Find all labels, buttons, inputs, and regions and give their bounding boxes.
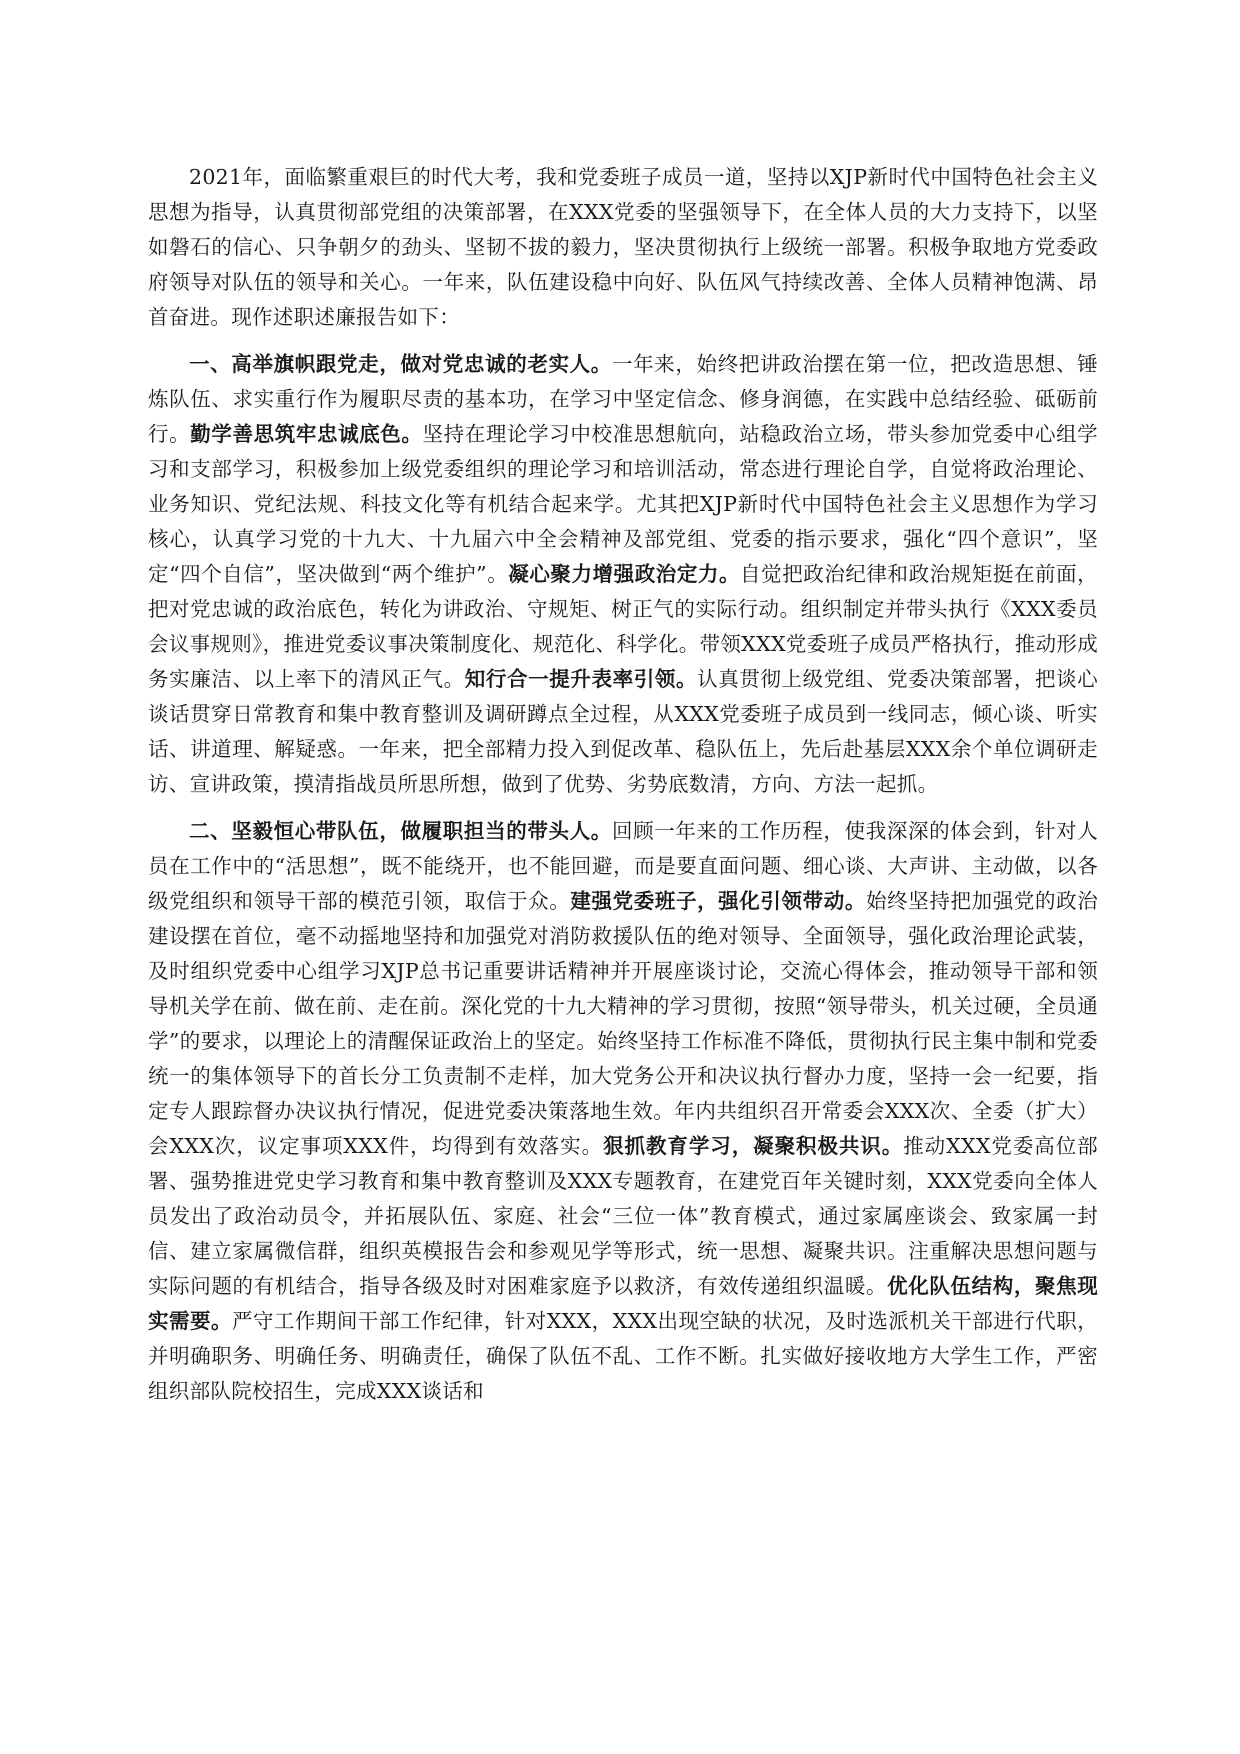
report-body [148, 160, 1098, 1421]
text-run: 推动XXX党委高位部署、强势推进党史学习教育和集中教育整训及XXX专题教育，在建党百年关键时刻，XXX党委向全体人员发出了政治动员令，并拓展队伍、家庭、社会“三位一体”教育模式，通过家属座谈会、致家属一封信、建立家属微信群，组织英模报告会和参观见学等形式，统一思想、凝聚共识。注重解决思想问题与实际问题的有机结合，指导各级及时对困难家庭予以救济，有效传递组织温暖。 [148, 1134, 1098, 1298]
subheading: 凝心聚力增强政治定力。 [508, 562, 741, 586]
section-heading: 二、坚毅恒心带队伍，做履职担当的带头人。 [189, 819, 612, 843]
text-run: 自觉把政治纪律和政治规矩挺在前面，把对党忠诚的政治底色，转化为讲政治、守规矩、树正气的实际行动。组织制定并带头执行《XXX委员会议事规则》，推进党委议事决策制度化、规范化、科学化。带领XXX党委班子成员严格执行，推动形成务实廉洁、以上率下的清风正气。 [148, 562, 1098, 691]
subheading: 知行合一提升表率引领。 [464, 667, 698, 691]
subheading: 狠抓教育学习，凝聚积极共识。 [603, 1134, 904, 1158]
text-run: 回顾一年来的工作历程，使我深深的体会到，针对人员在工作中的“活思想”，既不能绕开，也不能回避，而是要直面问题、细心谈、大声讲、主动做，以各级党组织和领导干部的模范引领，取信于众。 [148, 819, 1098, 913]
subheading: 勤学善思筑牢忠诚底色。 [190, 422, 423, 446]
text-run: 认真贯彻上级党组、党委决策部署，把谈心谈话贯穿日常教育和集中教育整训及调研蹲点全过程，从XXX党委班子成员到一线同志，倾心谈、听实话、讲道理、解疑惑。一年来，把全部精力投入到促改革、稳队伍上，先后赴基层XXX余个单位调研走访、宣讲政策，摸清指战员所思所想，做到了优势、劣势底数清，方向、方法一起抓。 [148, 667, 1098, 796]
text-run: 严守工作期间干部工作纪律，针对XXX，XXX出现空缺的状况，及时选派机关干部进行代职，并明确职务、明确任务、明确责任，确保了队伍不乱、工作不断。扎实做好接收地方大学生工作，严密组织部队院校招生，完成XXX谈话和 [148, 1309, 1098, 1403]
subheading: 建强党委班子，强化引领带动。 [570, 889, 867, 913]
text-run: 坚持在理论学习中校准思想航向，站稳政治立场，带头参加党委中心组学习和支部学习，积极参加上级党委组织的理论学习和培训活动，常态进行理论自学，自觉将政治理论、业务知识、党纪法规、科技文化等有机结合起来学。尤其把XJP新时代中国特色社会主义思想作为学习核心，认真学习党的十九大、十九届六中全会精神及部党组、党委的指示要求，强化“四个意识”，坚定“四个自信”，坚决做到“两个维护”。 [148, 422, 1098, 586]
section-heading: 一、高举旗帜跟党走，做对党忠诚的老实人。 [189, 352, 612, 376]
subheading: 优化队伍结构，聚焦现实需要。 [148, 1274, 1099, 1333]
text-run: 2021年，面临繁重艰巨的时代大考，我和党委班子成员一道，坚持以XJP新时代中国特色社会主义思想为指导，认真贯彻部党组的决策部署，在XXX党委的坚强领导下，在全体人员的大力支持下，以坚如磐石的信心、只争朝夕的劲头、坚韧不拔的毅力，坚决贯彻执行上级统一部署。积极争取地方党委政府领导对队伍的领导和关心。一年来，队伍建设稳中向好、队伍风气持续改善、全体人员精神饱满、昂首奋进。现作述职述廉报告如下： [148, 165, 1098, 329]
paragraph-section-two [148, 814, 1098, 1409]
text-run: 一年来，始终把讲政治摆在第一位，把改造思想、锤炼队伍、求实重行作为履职尽责的基本功，在学习中坚定信念、修身润德，在实践中总结经验、砥砺前行。 [148, 352, 1098, 446]
paragraph-section-one [148, 347, 1098, 802]
paragraph-intro [148, 160, 1098, 335]
text-run: 始终坚持把加强党的政治建设摆在首位，毫不动摇地坚持和加强党对消防救援队伍的绝对领导、全面领导，强化政治理论武装，及时组织党委中心组学习XJP总书记重要讲话精神并开展座谈讨论，交流心得体会，推动领导干部和领导机关学在前、做在前、走在前。深化党的十九大精神的学习贯彻，按照“领导带头，机关过硬，全员通学”的要求，以理论上的清醒保证政治上的坚定。始终坚持工作标准不降低，贯彻执行民主集中制和党委统一的集体领导下的首长分工负责制不走样，加大党务公开和决议执行督办力度，坚持一会一纪要，指定专人跟踪督办决议执行情况，促进党委决策落地生效。年内共组织召开常委会XXX次、全委（扩大）会XXX次，议定事项XXX件，均得到有效落实。 [148, 889, 1098, 1158]
